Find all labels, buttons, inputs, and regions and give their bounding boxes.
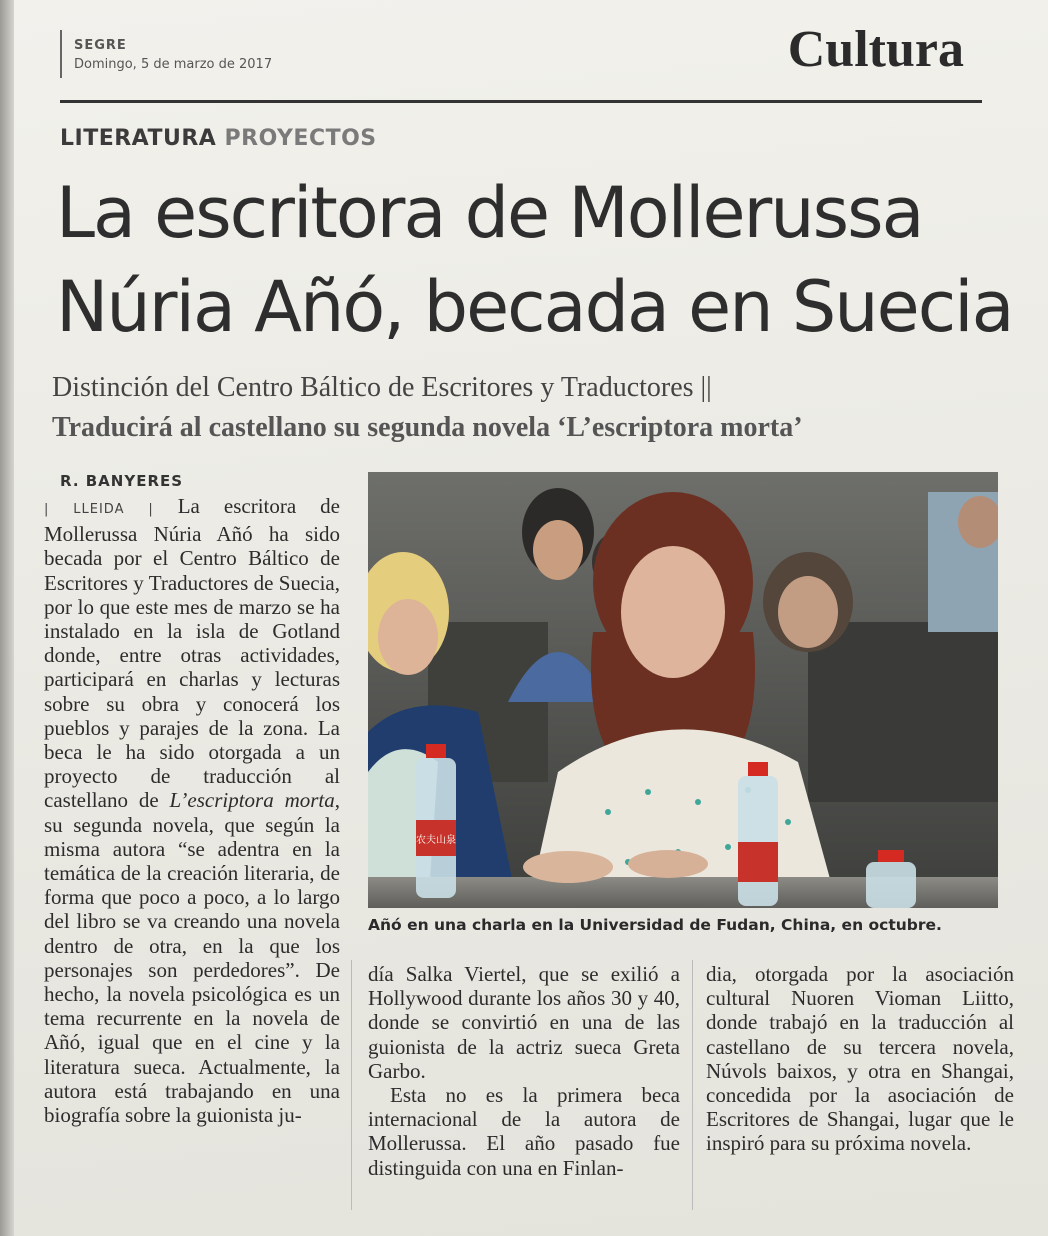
water-bottle-left-icon (416, 744, 456, 898)
article-subhead (52, 368, 1012, 448)
kicker-category: LITERATURA (60, 126, 217, 151)
body-text-col1-b: , su segunda novela, que según la misma autora “se adentra en la temática de la creación literaria, de forma que poco a poco, a lo largo del libro se va creando una novela dentro de otra, en la que los personajes son perdedores”. De hecho, la novela psicológica es un tema recurrente en la novela de Añó, igual que en el cine y la literatura sueca. Actualmente, la autora está trabajando en una biografía sobre la guionista ju- (44, 788, 340, 1128)
headline-line-2: Núria Añó, becada en Suecia (56, 266, 1013, 348)
kicker-subcategory: PROYECTOS (224, 126, 377, 151)
book-title: L’escriptora morta (169, 788, 335, 813)
dateline: | LLEIDA | (44, 502, 154, 517)
column-divider-2 (692, 960, 693, 1210)
newspaper-name: SEGRE (74, 38, 127, 53)
body-column-3 (706, 962, 1014, 1156)
article-photo (368, 472, 998, 908)
body-text-col2-para1: día Salka Viertel, que se exilió a Hollywood durante los años 30 y 40, donde se convirtió en una de las guionista de la actriz sueca Greta Garbo. (368, 962, 680, 1083)
header-rule (60, 100, 982, 103)
column-divider-1 (351, 960, 352, 1210)
body-text-col1-a: La escritora de Mollerussa Núria Añó ha sido becada por el Centro Báltico de Escritores y Traductores de Suecia, por lo que este mes de marzo se ha instalado en la isla de Gotland donde, entre otras actividades, participará en charlas y lecturas sobre su obra y conocerá los pueblos y parajes de la zona. La beca le ha sido otorgada a un proyecto de traducción al castellano de (44, 494, 340, 813)
subhead-line-1: Distinción del Centro Báltico de Escritores y Traductores || (52, 372, 712, 403)
headline-line-1: La escritora de Mollerussa (56, 172, 923, 254)
page-edge-shadow (0, 0, 14, 1236)
photo-caption: Añó en una charla en la Universidad de Fudan, China, en octubre. (368, 916, 942, 934)
body-text-col3: dia, otorgada por la asociación cultural Nuoren Vioman Liitto, donde trabajó en la traducción al castellano de su tercera novela, Núvols baixos, y otra en Shangai, concedida por la asociación de Escritores de Shangai, lugar que le inspiró para su próxima novela. (706, 962, 1014, 1156)
photo-illustration (368, 472, 998, 908)
body-text-col2-para2: Esta no es la primera beca internacional de la autora de Mollerussa. El año pasado fue distinguida con una en Finlan- (368, 1083, 680, 1180)
water-bottle-right-icon (738, 762, 778, 906)
article-headline (56, 166, 1016, 354)
masthead-divider (60, 30, 62, 78)
body-column-2 (368, 962, 680, 1180)
byline: R. BANYERES (60, 472, 184, 490)
subhead-line-2: Traducirá al castellano su segunda novela ‘L’escriptora morta’ (52, 412, 803, 443)
svg-text:农夫山泉: 农夫山泉 (416, 835, 456, 846)
article-kicker (60, 126, 377, 151)
body-column-1 (44, 494, 340, 1127)
publication-date: Domingo, 5 de marzo de 2017 (74, 57, 273, 72)
section-title: Cultura (787, 21, 964, 78)
